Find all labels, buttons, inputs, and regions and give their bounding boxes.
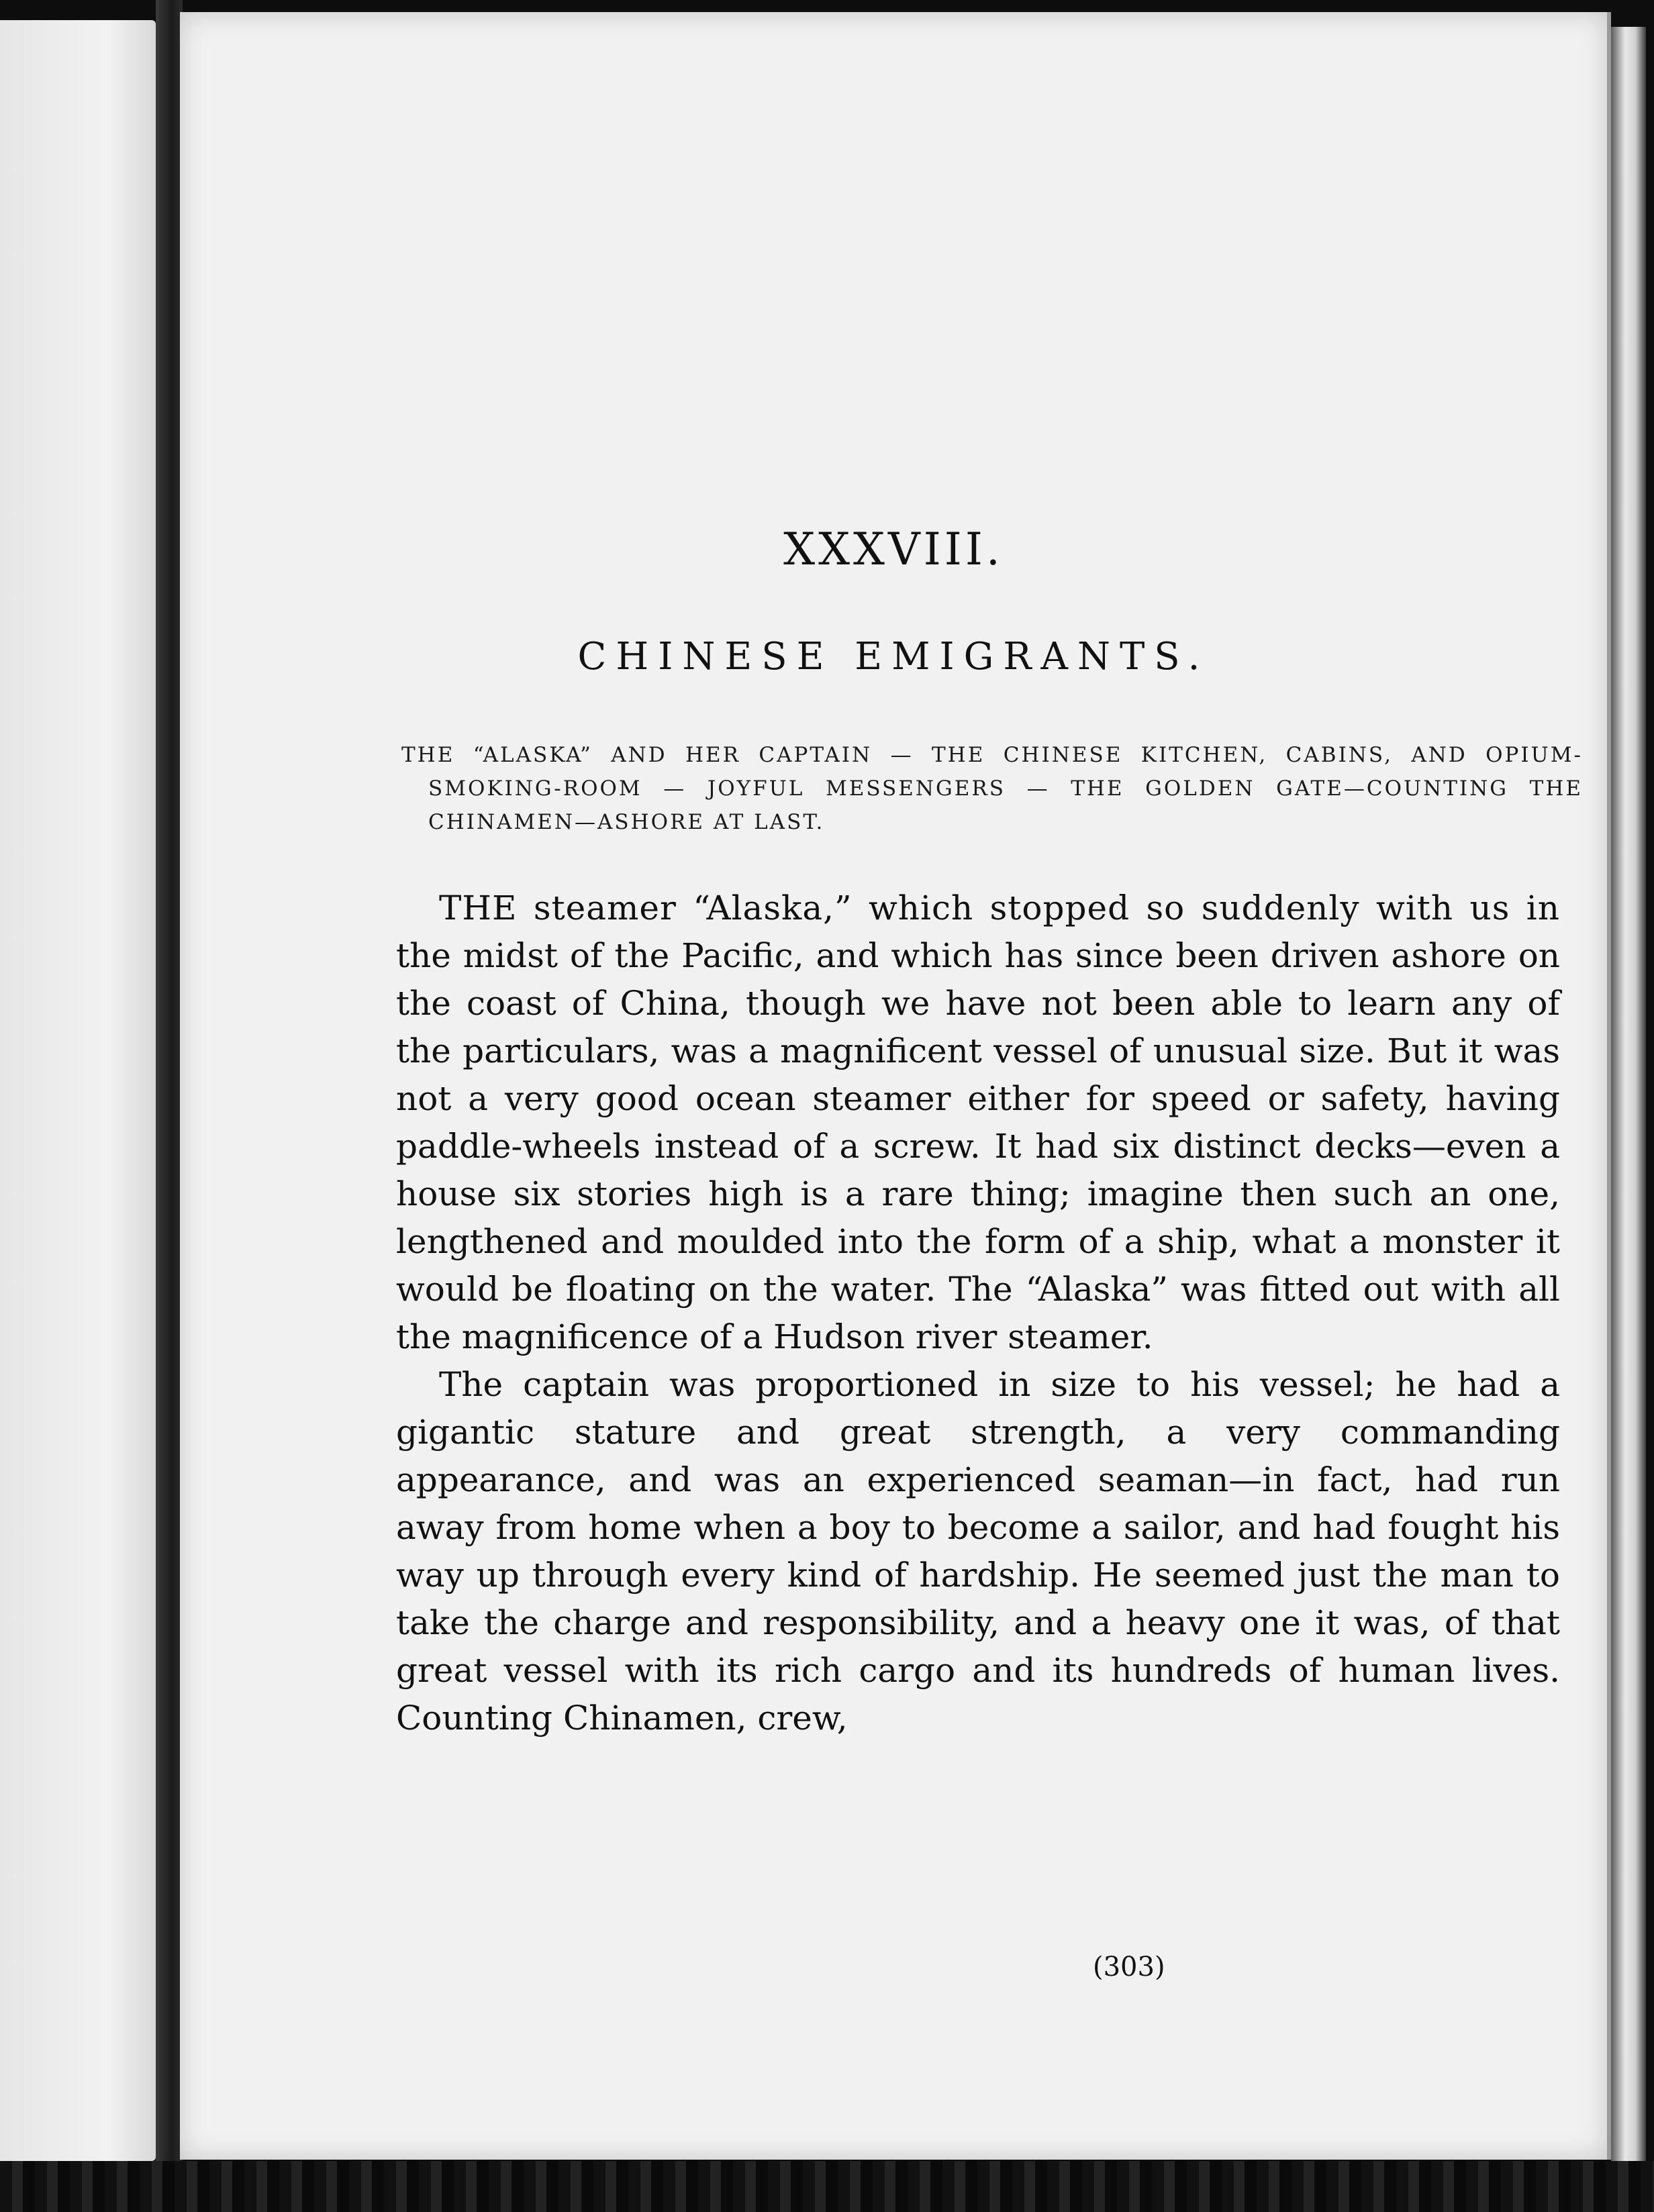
page-number: (303) [1093,1952,1165,1982]
previous-page-edge [0,20,156,2161]
book-gutter [156,0,183,2212]
paragraph: THE steamer “Alaska,” which stopped so suddenly with us in the midst of the Pacific, and which has since been driven ashore on the coast of China, though we have not been able to learn any of the particulars, was a magnificent vessel of unusual size. But it was not a very good ocean steamer either for speed or safety, having paddle-wheels instead of a screw. It had six distinct decks—even a house six stories high is a rare thing; imagine then such an one, lengthened and moulded into the form of a ship, what a monster it would be floating on the water. The “Alaska” was fitted out with all the magnificence of a Hudson river steamer. [396,889,1560,1356]
scan-bottom-strip [0,2161,1654,2212]
chapter-title: CHINESE EMIGRANTS. [577,635,1210,678]
paragraph: The captain was proportioned in size to his vessel; he had a gigantic stature and great strength, a very commanding appearance, and was an experienced seaman—in fact, had run away from home when a boy to become a sailor, and had fought his way up through every kind of hardship. He seemed just the man to take the charge and responsibility, and a heavy one it was, of that great vessel with its rich cargo and its hundreds of human lives. Counting Chinamen, crew, [396,1365,1560,1738]
page-stack-edge [1611,27,1646,2161]
book-page [180,12,1611,2160]
chapter-synopsis: THE “ALASKA” AND HER CAPTAIN — THE CHINESE KITCHEN, CABINS, AND OPIUM-SMOKING-ROOM — JOYFUL MESSENGERS — THE GOLDEN GATE—COUNTING THE CHINAMEN—ASHORE AT LAST. [401,743,1583,834]
chapter-number: XXXVIII. [783,523,1004,575]
body-text [396,885,1560,1742]
